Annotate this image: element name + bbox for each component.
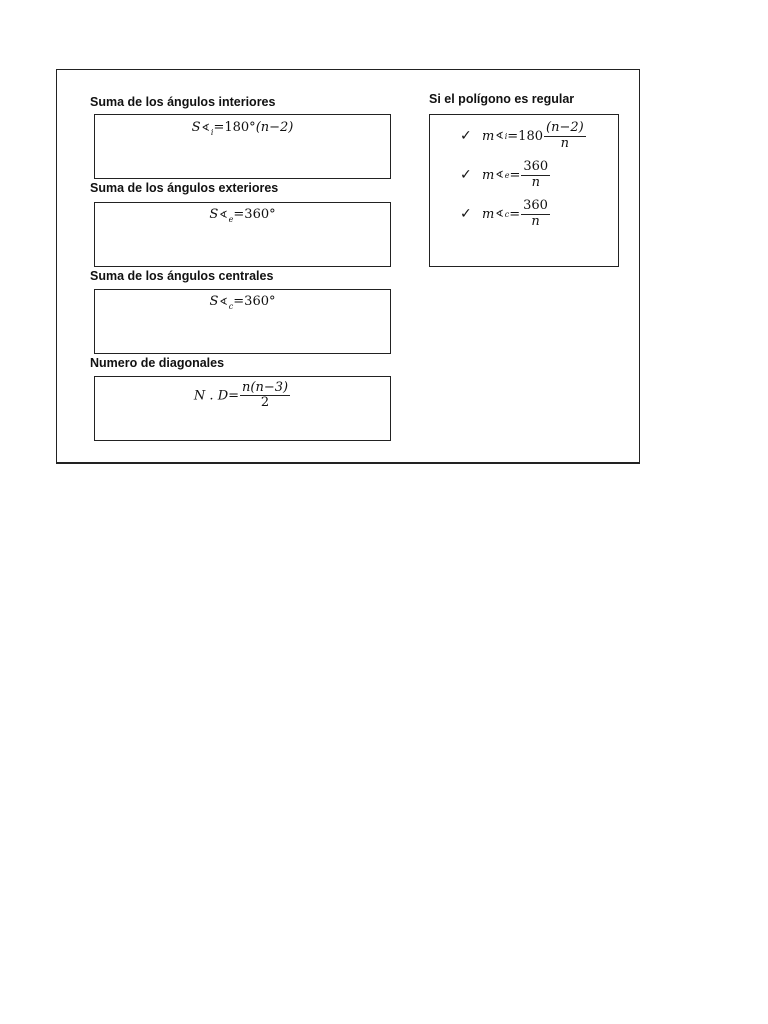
angle-symbol: ∢ (201, 123, 210, 134)
fraction (240, 381, 290, 411)
fraction (521, 199, 550, 229)
checkmark-icon: ✓ (460, 206, 472, 222)
formula-diagonals (95, 381, 390, 411)
formula-subscript: c (504, 209, 510, 219)
fraction-denominator: n (531, 174, 540, 190)
heading-central-angles: Suma de los ángulos centrales (90, 269, 274, 283)
formula-value: =360° (233, 207, 276, 222)
formula-exterior-sum (95, 207, 390, 224)
fraction-numerator: 360 (523, 198, 548, 214)
formula-value: =360° (233, 294, 276, 309)
fraction-numerator: n(n−3) (242, 380, 289, 395)
fraction (521, 160, 550, 190)
heading-regular-polygon: Si el polígono es regular (429, 92, 575, 106)
angle-symbol: ∢ (219, 297, 228, 308)
fraction (544, 121, 586, 151)
checkmark-icon: ✓ (460, 167, 472, 183)
formula-equals: =180 (507, 128, 543, 144)
formula-box-diagonals (94, 376, 391, 441)
angle-symbol: ∢ (495, 130, 504, 142)
formula-subscript: i (210, 128, 214, 137)
formula-lhs: N . D= (193, 388, 240, 404)
formula-box-exterior (94, 202, 391, 267)
formula-symbol: m (482, 167, 495, 183)
formula-central-sum (95, 294, 390, 311)
formula-sheet (56, 69, 640, 464)
regular-interior-angle-formula (460, 119, 587, 153)
heading-interior-angles: Suma de los ángulos interiores (90, 95, 276, 109)
angle-symbol: ∢ (495, 208, 504, 220)
formula-symbol: m (482, 206, 495, 222)
fraction-denominator: 2 (260, 395, 270, 411)
formula-interior-sum (95, 120, 390, 137)
angle-symbol: ∢ (219, 210, 228, 221)
formula-equals: = (509, 167, 521, 183)
formula-box-regular (429, 114, 619, 267)
formula-box-interior (94, 114, 391, 179)
heading-diagonals: Numero de diagonales (90, 356, 225, 370)
formula-subscript: i (504, 131, 508, 141)
fraction-numerator: 360 (523, 159, 549, 175)
formula-subscript: e (228, 215, 234, 224)
formula-symbol: S (209, 207, 219, 222)
formula-equals: = (509, 206, 521, 222)
formula-subscript: c (228, 302, 234, 311)
formula-symbol: S (209, 294, 219, 309)
checkmark-icon: ✓ (460, 128, 472, 144)
regular-central-angle-formula (460, 197, 551, 231)
fraction-denominator: n (531, 213, 540, 229)
formula-box-central (94, 289, 391, 354)
angle-symbol: ∢ (495, 169, 504, 181)
formula-subscript: e (504, 170, 510, 180)
formula-symbol: m (482, 128, 495, 144)
formula-symbol: S (191, 120, 201, 135)
formula-constant: =180° (213, 120, 256, 135)
regular-exterior-angle-formula (460, 158, 551, 192)
fraction-denominator: n (560, 135, 570, 151)
formula-factor: (n−2) (255, 120, 294, 135)
heading-exterior-angles: Suma de los ángulos exteriores (90, 181, 279, 195)
fraction-numerator: (n−2) (546, 120, 584, 136)
